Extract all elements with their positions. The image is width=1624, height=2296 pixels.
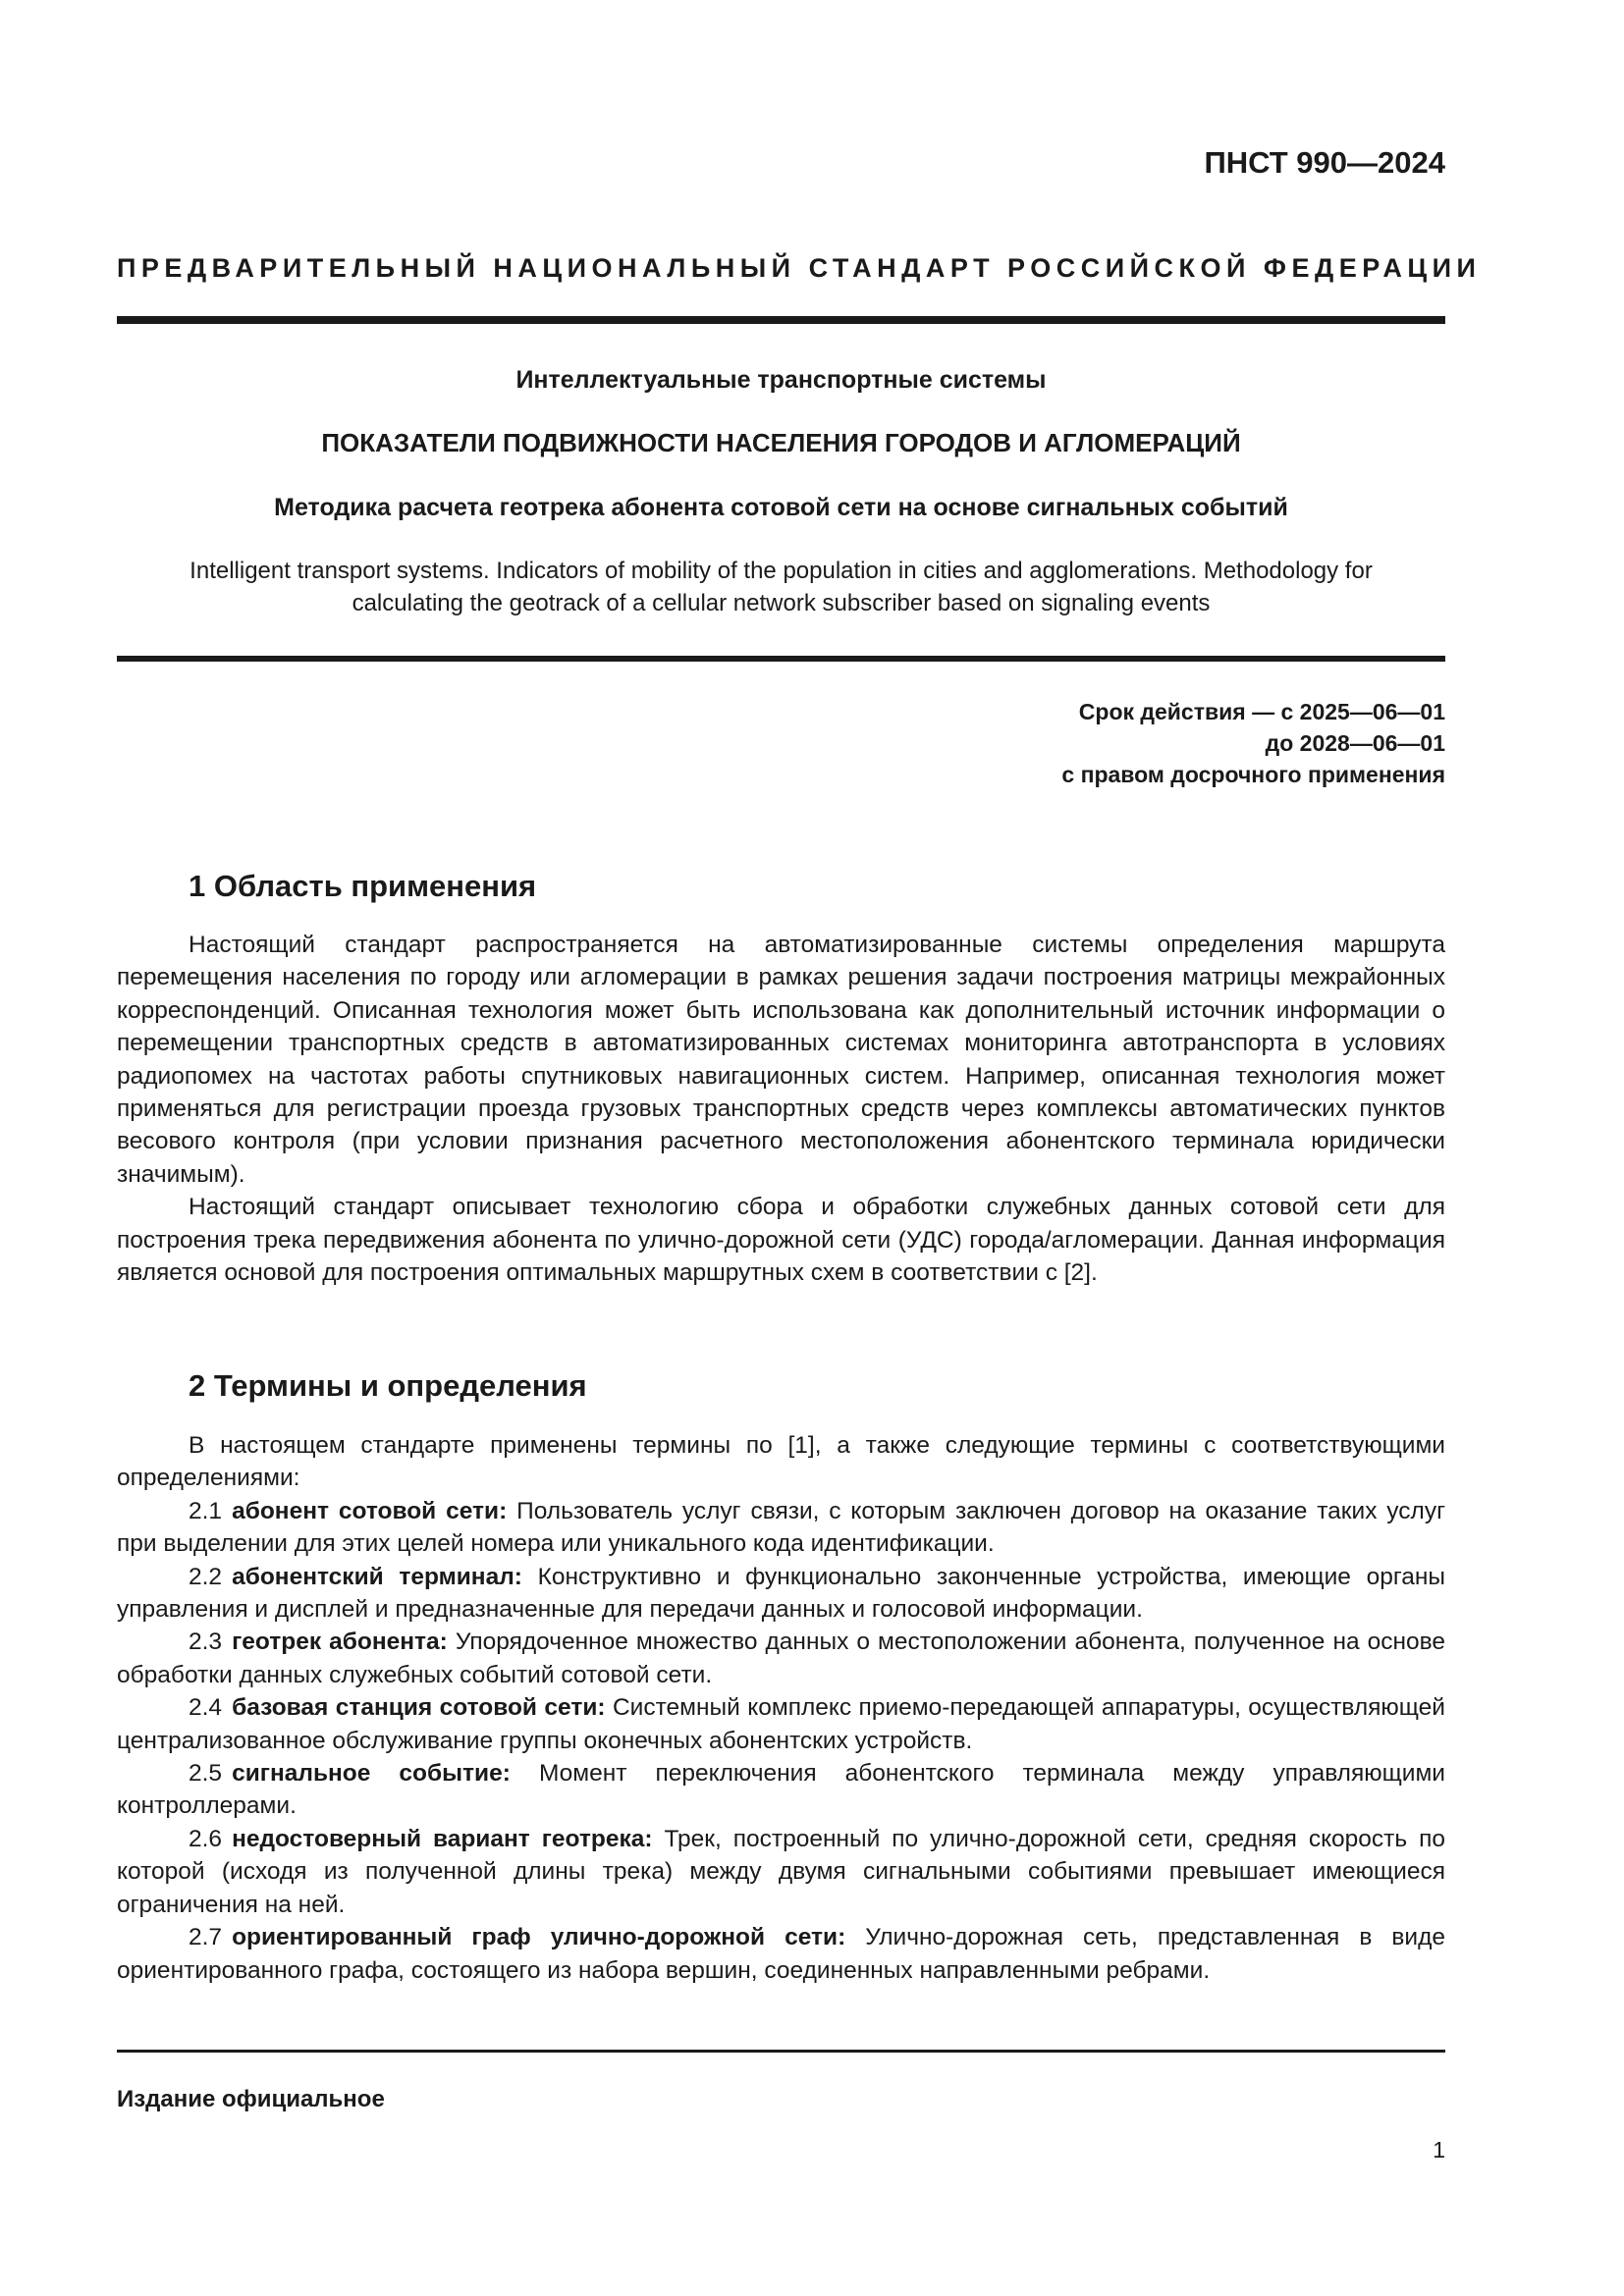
term-number: 2.4 [189,1694,223,1722]
term-number: 2.7 [189,1924,223,1951]
term-entry [117,1757,1445,1823]
term-number: 2.1 [189,1497,223,1524]
term-entry [117,1823,1445,1921]
term-name: ориентированный граф улично-дорожной сети: [232,1924,846,1951]
english-title-line-1: Intelligent transport systems. Indicators of mobility of the population in cities and agglomerations. Methodology for [189,558,1373,584]
section-1-paragraph: Настоящий стандарт распространяется на автоматизированные системы определения маршрута перемещения населения по городу или агломерации в рамках решения задачи построения матрицы межрайонных корреспонденций. Описанная технология может быть использована как дополнительный источник информации о перемещении транспортных средств в автоматизированных системах мониторинга автотранспорта в условиях радиопомех на частотах работы спутниковых навигационных систем. Например, описанная технология может применяться для регистрации проезда грузовых транспортных средств через комплексы автоматических пунктов весового контроля (при условии признания расчетного местоположения абонентского терминала юридически значимым). [117,932,1445,1188]
term-definition: Трек, построенный по улично-дорожной сети, средняя скорость по которой (исходя из полученной длины трека) между двумя сигнальными событиями превышает имеющиеся ограничения на ней. [117,1825,1445,1918]
term-entry [117,1561,1445,1627]
term-number: 2.2 [189,1563,223,1590]
page-number: 1 [1433,2137,1445,2163]
english-title [117,555,1445,619]
term-number: 2.6 [189,1825,223,1852]
term-entry [117,1626,1445,1691]
validity-block [1061,696,1445,790]
title-divider [117,656,1445,662]
standard-type-header: ПРЕДВАРИТЕЛЬНЫЙ НАЦИОНАЛЬНЫЙ СТАНДАРТ РОССИЙСКОЙ ФЕДЕРАЦИИ [117,253,1482,283]
section-2-heading: 2 Термины и определения [189,1368,587,1403]
sub-title: Методика расчета геотрека абонента сотовой сети на основе сигнальных событий [274,494,1288,521]
official-edition-label: Издание официальное [117,2086,385,2112]
validity-line-1: Срок действия — с 2025—06—01 [1078,699,1445,724]
term-entry [117,1495,1445,1561]
section-2-intro: В настоящем стандарте применены термины по [1], а также следующие термины с соответствующими определениями: [117,1432,1445,1492]
term-definition: Улично-дорожная сеть, представленная в виде ориентированного графа, состоящего из набора вершин, соединенных направленными ребрами. [117,1924,1445,1984]
english-title-line-2: calculating the geotrack of a cellular network subscriber based on signaling events [352,590,1211,616]
term-definition: Конструктивно и функционально законченные устройства, имеющие органы управления и дисплей и предназначенные для передачи данных и голосовой информации. [117,1563,1445,1624]
section-1-heading: 1 Область применения [189,869,537,903]
term-name: абонент сотовой сети: [232,1497,508,1524]
term-definition: Упорядоченное множество данных о местоположении абонента, полученное на основе обработки данных служебных событий сотовой сети. [117,1629,1446,1688]
term-definition: Системный комплекс приемо-передающей аппаратуры, осуществляющей централизованное обслуживание группы оконечных абонентских устройств. [117,1694,1445,1754]
footer-divider [117,2050,1445,2053]
main-title: ПОКАЗАТЕЛИ ПОДВИЖНОСТИ НАСЕЛЕНИЯ ГОРОДОВ И АГЛОМЕРАЦИЙ [321,428,1241,457]
term-definition: Момент переключения абонентского терминала между управляющими контроллерами. [117,1760,1445,1820]
section-1-paragraph: Настоящий стандарт описывает технологию сбора и обработки служебных данных сотовой сети для построения трека передвижения абонента по улично-дорожной сети (УДС) города/агломерации. Данная информация является основой для построения оптимальных маршрутных схем в соответствии с [2]. [117,1194,1445,1287]
standard-code: ПНСТ 990—2024 [1204,145,1445,180]
group-title: Интеллектуальные транспортные системы [515,366,1047,394]
term-name: абонентский терминал: [232,1563,522,1590]
term-entry [117,1921,1445,1987]
term-name: сигнальное событие: [232,1760,511,1788]
header-divider [117,316,1445,324]
term-name: базовая станция сотовой сети: [232,1694,606,1722]
validity-line-2: до 2028—06—01 [1265,730,1445,756]
term-number: 2.5 [189,1760,223,1788]
section-2-body [117,1429,1445,1987]
term-name: геотрек абонента: [232,1629,448,1656]
term-name: недостоверный вариант геотрека: [232,1825,653,1852]
validity-line-3: с правом досрочного применения [1061,762,1445,787]
section-1-body [117,929,1445,1289]
term-number: 2.3 [189,1629,223,1656]
term-definition: Пользователь услуг связи, с которым заключен договор на оказание таких услуг при выделении для этих целей номера или уникального кода идентификации. [117,1497,1446,1558]
term-entry [117,1691,1445,1757]
